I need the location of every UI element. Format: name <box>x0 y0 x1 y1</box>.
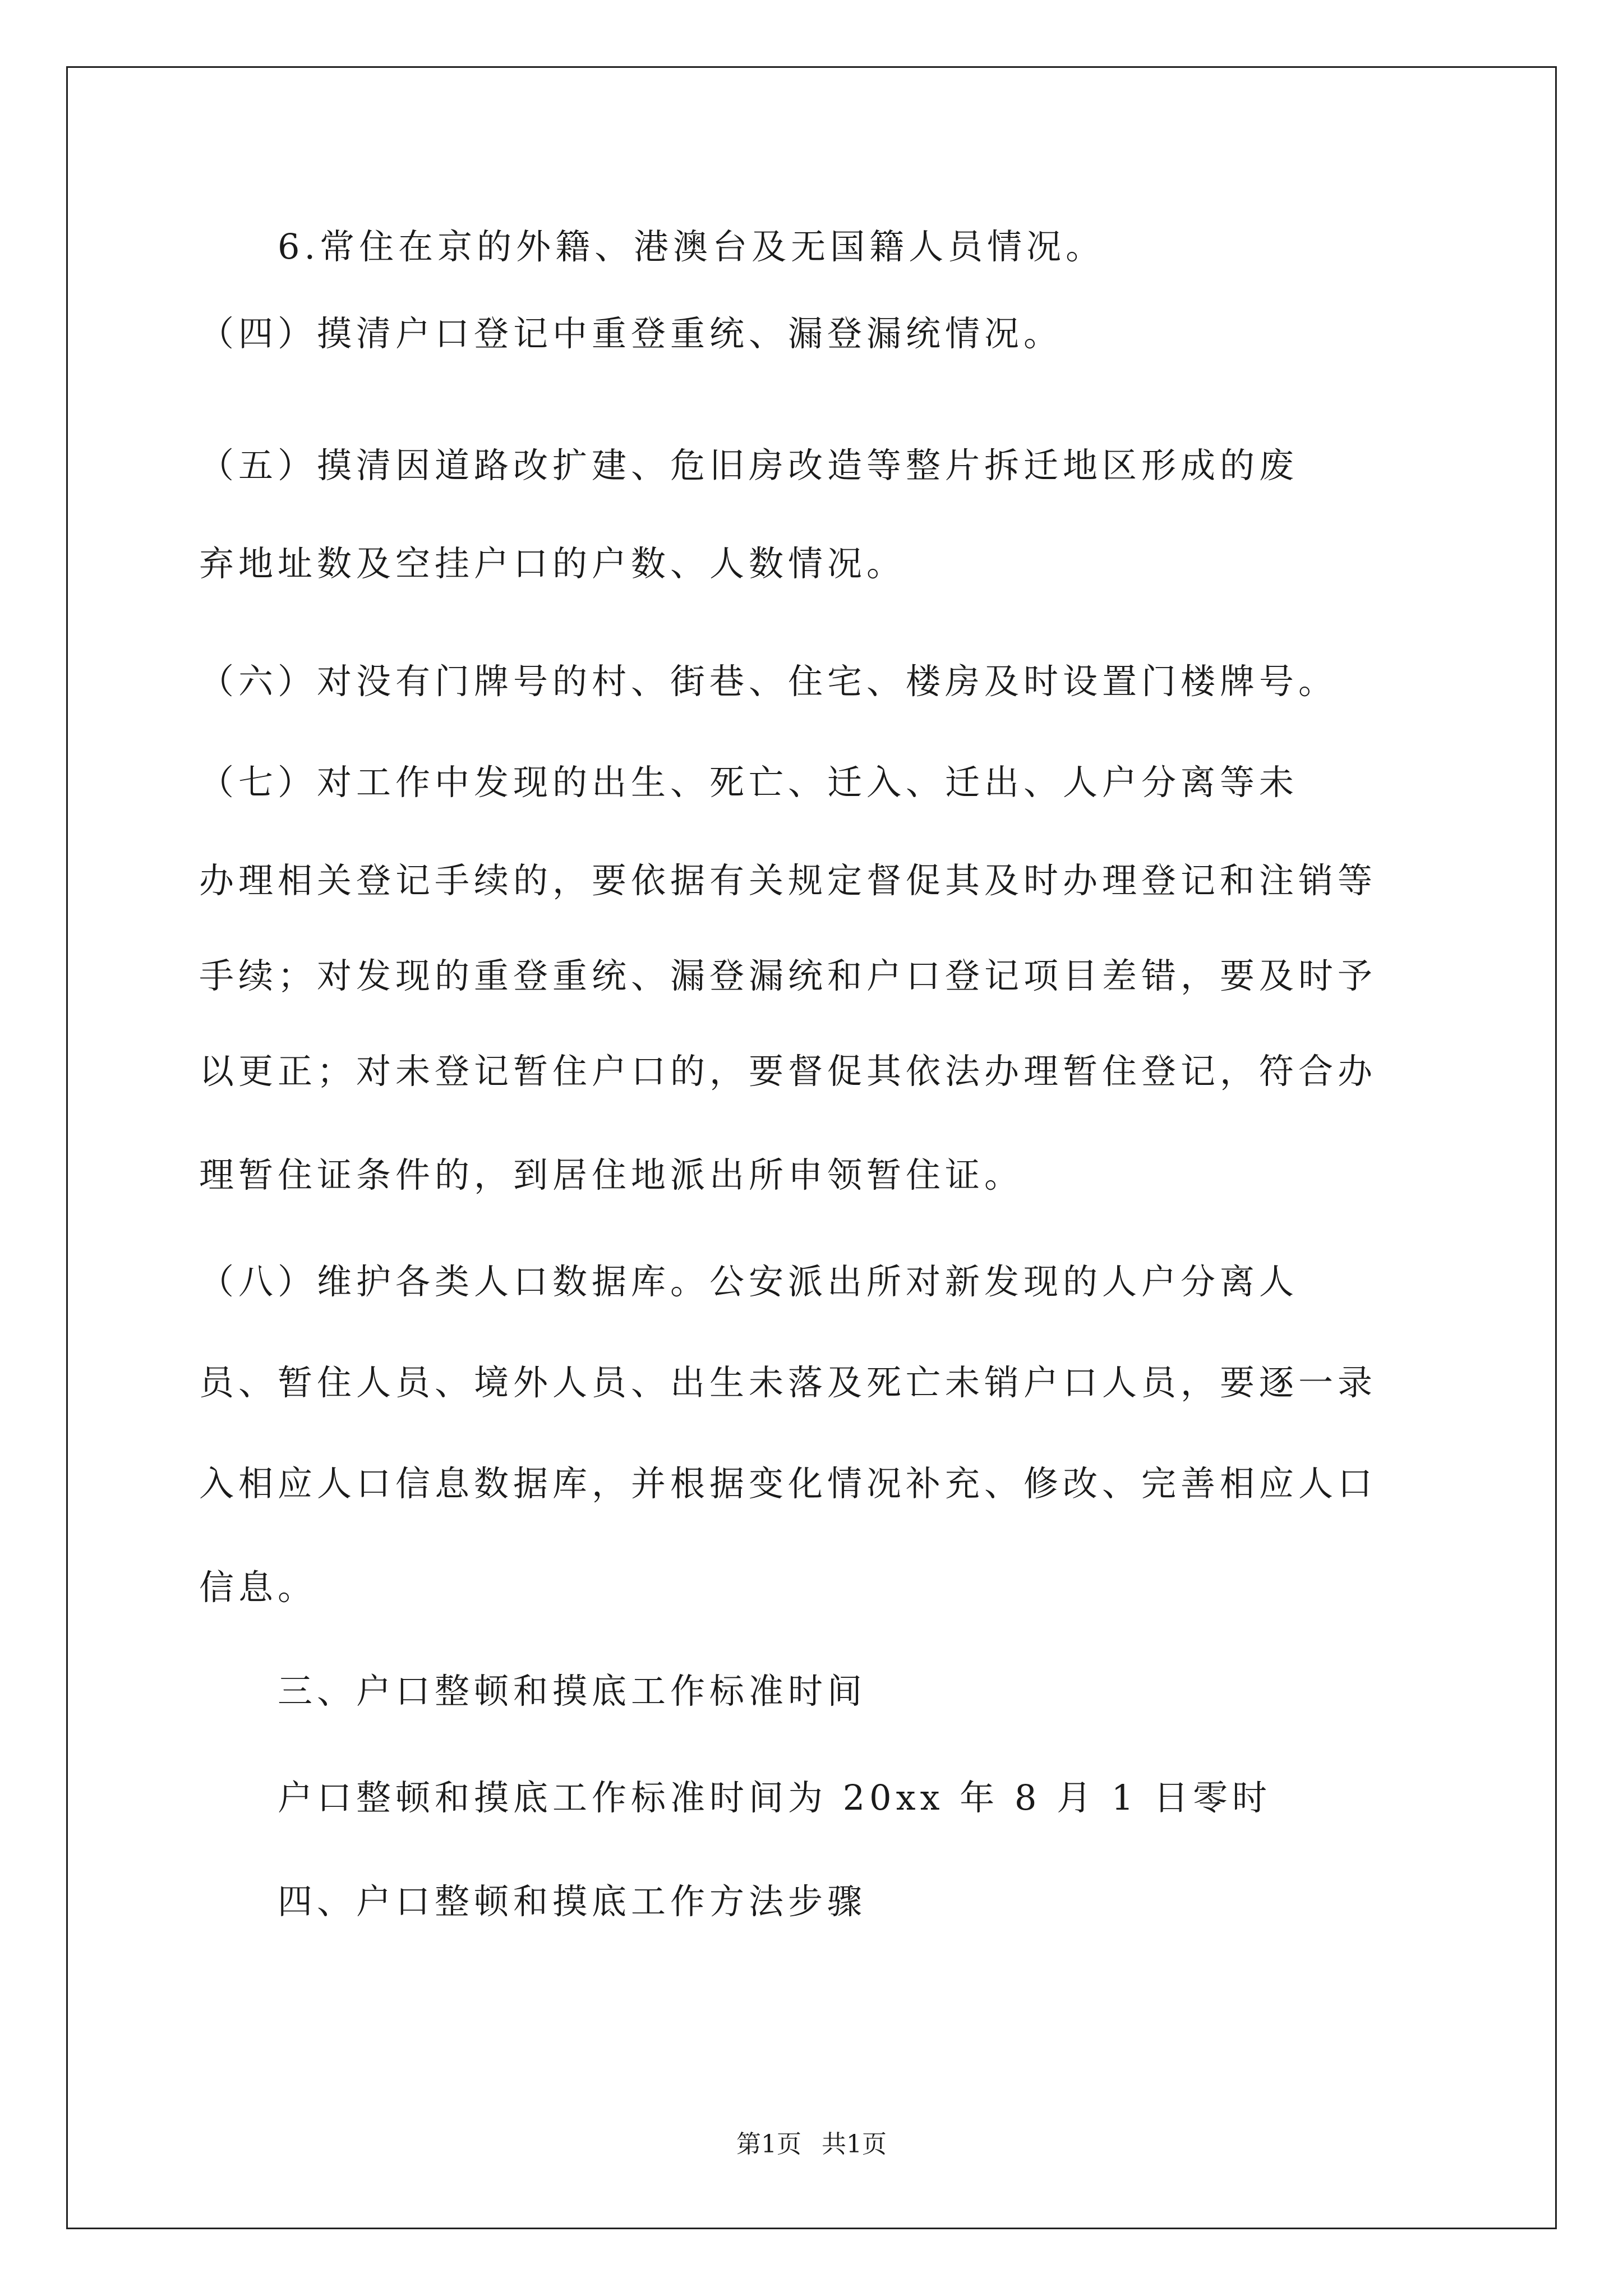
text-line: （八）维护各类人口数据库。公安派出所对新发现的人户分离人 <box>199 1261 1299 1302</box>
text-line: 以更正；对未登记暂住户口的，要督促其依法办理暂住登记，符合办 <box>199 1051 1377 1092</box>
text-line: 手续；对发现的重登重统、漏登漏统和户口登记项目差错，要及时予 <box>199 955 1377 996</box>
text-line: （六）对没有门牌号的村、街巷、住宅、楼房及时设置门楼牌号。 <box>199 661 1338 702</box>
text-line: （七）对工作中发现的出生、死亡、迁入、迁出、人户分离等未 <box>199 762 1299 803</box>
text-line: 入相应人口信息数据库，并根据变化情况补充、修改、完善相应人口 <box>199 1463 1377 1504</box>
page-footer <box>0 2129 1623 2160</box>
page-number: 第1页 <box>736 2130 801 2159</box>
text-line: 信息。 <box>199 1567 317 1608</box>
text-line: 6.常住在京的外籍、港澳台及无国籍人员情况。 <box>278 226 1105 267</box>
text-line: 员、暂住人员、境外人员、出生未落及死亡未销户口人员，要逐一录 <box>199 1362 1377 1403</box>
text-line: 办理相关登记手续的，要依据有关规定督促其及时办理登记和注销等 <box>199 860 1377 901</box>
text-line: 弃地址数及空挂户口的户数、人数情况。 <box>199 543 906 584</box>
text-line: 户口整顿和摸底工作标准时间为 20xx 年 8 月 1 日零时 <box>278 1777 1271 1818</box>
text-line: （五）摸清因道路改扩建、危旧房改造等整片拆迁地区形成的废 <box>199 445 1299 486</box>
page-total: 共1页 <box>822 2130 887 2159</box>
section-heading: 三、户口整顿和摸底工作标准时间 <box>278 1671 867 1711</box>
text-line: （四）摸清户口登记中重登重统、漏登漏统情况。 <box>199 313 1063 354</box>
section-heading: 四、户口整顿和摸底工作方法步骤 <box>278 1881 867 1922</box>
text-line: 理暂住证条件的，到居住地派出所申领暂住证。 <box>199 1154 1024 1195</box>
